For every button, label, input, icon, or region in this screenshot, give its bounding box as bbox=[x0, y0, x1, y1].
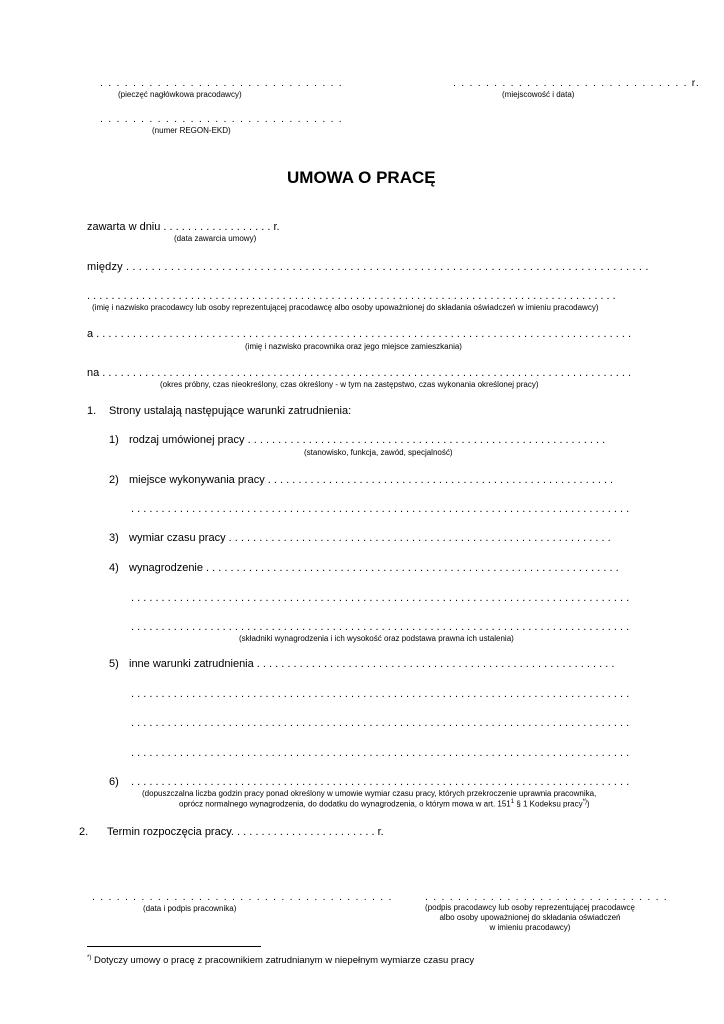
footnote: *) Dotyczy umowy o pracę z pracownikiem zatrudnianym w niepełnym wymiarze czasu pracy bbox=[87, 955, 475, 967]
item2-text: miejsce wykonywania pracy . . . . . . . . . . . . . . . . . . . . . . . . . . . . . . . . . . . . . . . . . . . . . . . . . . . . . . . . . bbox=[129, 474, 614, 486]
section1-number: 1. bbox=[87, 405, 97, 417]
contract-type-caption: (okres próbny, czas nieokreślony, czas określony - w tym na zastępstwo, czas wykonania określonej pracy) bbox=[160, 380, 539, 389]
place-date-caption: (miejscowość i data) bbox=[502, 90, 575, 99]
footnote-divider bbox=[87, 946, 261, 947]
item4-blank-line-2: . . . . . . . . . . . . . . . . . . . . . . . . . . . . . . . . . . . . . . . . . . . . . . . . . . . . . . . . . . . . . . . . . . . . . . . . . . . . . . . . . . bbox=[131, 621, 630, 633]
item4-text: wynagrodzenie . . . . . . . . . . . . . . . . . . . . . . . . . . . . . . . . . . . . . . . . . . . . . . . . . . . . . . . . . . . . . . . . . . . . bbox=[129, 562, 619, 574]
section2-number: 2. bbox=[79, 826, 89, 838]
item6-caption-line2: oprócz normalnego wynagrodzenia, do dodatku do wynagrodzenia, o którym mowa w art. $151^1$ § 1 Kodeksu pracy*)) bbox=[179, 799, 590, 809]
item6-number: 6) bbox=[109, 776, 119, 788]
item1-caption: (stanowisko, funkcja, zawód, specjalność) bbox=[304, 448, 453, 457]
regon-caption: (numer REGON-EKD) bbox=[152, 126, 231, 135]
item6-blank-line: . . . . . . . . . . . . . . . . . . . . . . . . . . . . . . . . . . . . . . . . . . . . . . . . . . . . . . . . . . . . . . . . . . . . . . . . . . . . . . . . . . bbox=[131, 776, 630, 788]
employer-signature-caption-3: w imieniu pracodawcy) bbox=[489, 923, 571, 932]
item6-caption-line1: (dopuszczalna liczba godzin pracy ponad określony w umowie wymiar czasu pracy, których przekroczenie uprawnia pracownika, bbox=[142, 789, 597, 798]
item5-blank-line-1: . . . . . . . . . . . . . . . . . . . . . . . . . . . . . . . . . . . . . . . . . . . . . . . . . . . . . . . . . . . . . . . . . . . . . . . . . . . . . . . . . . bbox=[131, 688, 630, 700]
item1-number: 1) bbox=[109, 434, 119, 446]
page-title: UMOWA O PRACĘ bbox=[287, 168, 436, 187]
item2-number: 2) bbox=[109, 474, 119, 486]
employer-signature-caption-2: albo osoby upoważnionej do składania oświadczeń bbox=[439, 913, 621, 922]
item1-text: rodzaj umówionej pracy . . . . . . . . . . . . . . . . . . . . . . . . . . . . . . . . . . . . . . . . . . . . . . . . . . . . . . . . . . . bbox=[129, 434, 606, 446]
employer-dots: . . . . . . . . . . . . . . . . . . . . . . . . . . . . . . . . . . . . . . . . . . . . . . . . . . . . . . . . . . . . . . . . . . . . . . . . . . . . . . . . . . . . . . . bbox=[87, 290, 616, 302]
stamp-dots: . . . . . . . . . . . . . . . . . . . . . . . . . . . . . . bbox=[100, 77, 343, 89]
item4-caption: (składniki wynagrodzenia i ich wysokość oraz podstawa prawna ich ustalenia) bbox=[239, 634, 514, 643]
start-date-line: Termin rozpoczęcia pracy. . . . . . . . . . . . . . . . . . . . . . . . r. bbox=[107, 826, 384, 838]
employee-signature-caption: (data i podpis pracownika) bbox=[143, 904, 237, 913]
item5-text: inne warunki zatrudnienia . . . . . . . . . . . . . . . . . . . . . . . . . . . . . . . . . . . . . . . . . . . . . . . . . . . . . . . . . . . bbox=[129, 658, 615, 670]
concluded-caption: (data zawarcia umowy) bbox=[174, 234, 257, 243]
item3-number: 3) bbox=[109, 532, 119, 544]
stamp-caption: (pieczęć nagłówkowa pracodawcy) bbox=[118, 90, 242, 99]
contract-type-line: na . . . . . . . . . . . . . . . . . . . . . . . . . . . . . . . . . . . . . . . . . . . . . . . . . . . . . . . . . . . . . . . . . . . . . . . . . . . . . . . . . . . . . . . bbox=[87, 367, 632, 379]
item5-blank-line-3: . . . . . . . . . . . . . . . . . . . . . . . . . . . . . . . . . . . . . . . . . . . . . . . . . . . . . . . . . . . . . . . . . . . . . . . . . . . . . . . . . . bbox=[131, 747, 630, 759]
item3-text: wymiar czasu pracy . . . . . . . . . . . . . . . . . . . . . . . . . . . . . . . . . . . . . . . . . . . . . . . . . . . . . . . . . . . . . . . bbox=[129, 532, 611, 544]
between-line: między . . . . . . . . . . . . . . . . . . . . . . . . . . . . . . . . . . . . . . . . . . . . . . . . . . . . . . . . . . . . . . . . . . . . . . . . . . . . . . . . . . bbox=[87, 261, 649, 273]
regon-dots: . . . . . . . . . . . . . . . . . . . . . . . . . . . . . . bbox=[100, 113, 343, 125]
employee-line: a . . . . . . . . . . . . . . . . . . . . . . . . . . . . . . . . . . . . . . . . . . . . . . . . . . . . . . . . . . . . . . . . . . . . . . . . . . . . . . . . . . . . . . . . bbox=[87, 328, 632, 340]
item5-number: 5) bbox=[109, 658, 119, 670]
employee-caption: (imię i nazwisko pracownika oraz jego miejsce zamieszkania) bbox=[245, 342, 462, 351]
employer-signature-caption-1: (podpis pracodawcy lub osoby reprezentującej pracodawcę bbox=[425, 903, 635, 912]
employer-signature-dots: . . . . . . . . . . . . . . . . . . . . . . . . . . . . . . bbox=[425, 891, 668, 903]
place-date-dots: . . . . . . . . . . . . . . . . . . . . . . . . . . . . . r. bbox=[453, 77, 701, 89]
concluded-line: zawarta w dniu . . . . . . . . . . . . . . . . . . r. bbox=[87, 221, 280, 233]
employee-signature-dots: . . . . . . . . . . . . . . . . . . . . . . . . . . . . . . . . . . . . . bbox=[92, 891, 393, 903]
item4-number: 4) bbox=[109, 562, 119, 574]
item4-blank-line-1: . . . . . . . . . . . . . . . . . . . . . . . . . . . . . . . . . . . . . . . . . . . . . . . . . . . . . . . . . . . . . . . . . . . . . . . . . . . . . . . . . . bbox=[131, 592, 630, 604]
item2-blank-line: . . . . . . . . . . . . . . . . . . . . . . . . . . . . . . . . . . . . . . . . . . . . . . . . . . . . . . . . . . . . . . . . . . . . . . . . . . . . . . . . . . bbox=[131, 503, 630, 515]
employer-caption: (imię i nazwisko pracodawcy lub osoby reprezentującej pracodawcę albo osoby upoważnionej do składania oświadczeń w imieniu pracodawcy) bbox=[92, 303, 599, 312]
item5-blank-line-2: . . . . . . . . . . . . . . . . . . . . . . . . . . . . . . . . . . . . . . . . . . . . . . . . . . . . . . . . . . . . . . . . . . . . . . . . . . . . . . . . . . bbox=[131, 717, 630, 729]
section1-text: Strony ustalają następujące warunki zatrudnienia: bbox=[109, 405, 352, 417]
